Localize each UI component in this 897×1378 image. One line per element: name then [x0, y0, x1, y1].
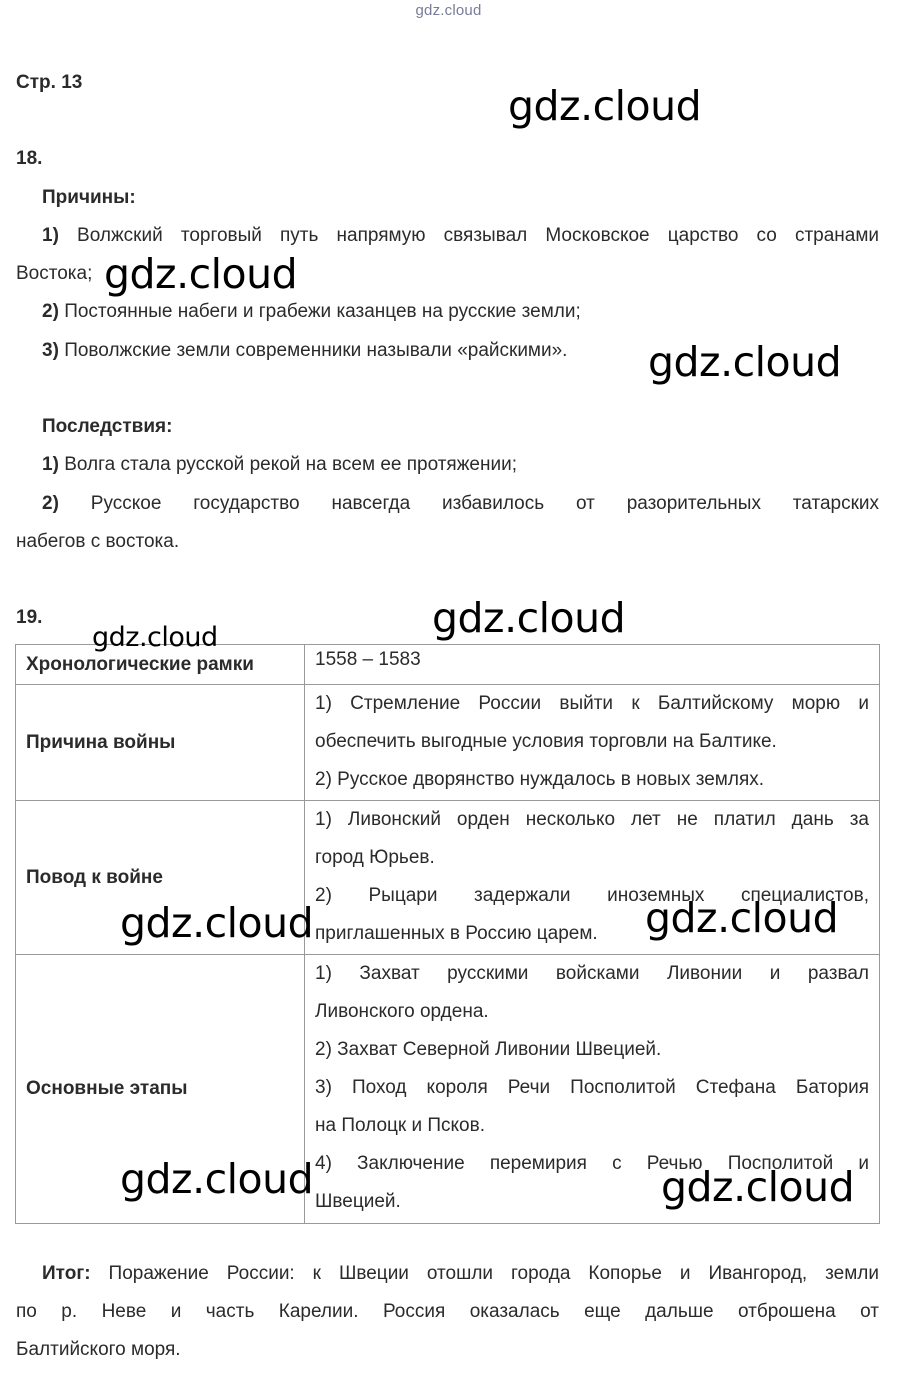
watermark: gdz.cloud — [648, 338, 842, 386]
watermark: gdz.cloud — [120, 1155, 314, 1203]
cell-line: Швецией. — [315, 1191, 401, 1212]
watermark: gdz.cloud — [120, 899, 314, 947]
q19-result — [16, 1255, 879, 1293]
item-number: 1) — [42, 225, 59, 246]
watermark: gdz.cloud — [104, 250, 298, 298]
q18-cause-1-cont: Востока; — [16, 263, 93, 284]
cell-line: 1558 – 1583 — [315, 649, 421, 670]
result-label: Итог: — [42, 1263, 91, 1284]
cell-line: 1) Стремление России выйти к Балтийскому морю и — [315, 693, 869, 714]
cell-line: 4) Заключение перемирия с Речью Посполитой и — [315, 1153, 869, 1174]
q18-cause-2 — [16, 293, 879, 331]
cell-line: 1) Захват русскими войсками Ливонии и развал — [315, 963, 869, 984]
cell-line: 2) Рыцари задержали иноземных специалистов, — [315, 885, 869, 906]
table-row — [16, 685, 880, 801]
top-watermark: gdz.cloud — [415, 2, 482, 19]
cell-line: на Полоцк и Псков. — [315, 1115, 485, 1136]
row-label: Причина войны — [26, 731, 176, 753]
q18-effect-2 — [16, 485, 879, 523]
page-label: Стр. 13 — [16, 72, 83, 93]
cell-line: город Юрьев. — [315, 847, 435, 868]
row-label: Хронологические рамки — [26, 653, 254, 675]
q19-result-line3: Балтийского моря. — [16, 1339, 181, 1360]
watermark: gdz.cloud — [661, 1163, 855, 1211]
item-number: 2) — [42, 493, 59, 514]
item-text: Поволжские земли современники называли «райскими». — [64, 340, 568, 361]
q18-effects-heading: Последствия: — [42, 416, 173, 437]
cell-line: Ливонского ордена. — [315, 1001, 489, 1022]
cell-line: 3) Поход короля Речи Посполитой Стефана Батория — [315, 1077, 869, 1098]
row-label: Основные этапы — [26, 1078, 188, 1099]
q18-number: 18. — [16, 148, 43, 169]
table-value-cell — [305, 685, 880, 801]
q19-result-line2: по р. Неве и часть Карелии. Россия оказалась еще дальше отброшена от — [16, 1301, 879, 1322]
cell-line: 2) Захват Северной Ливонии Швецией. — [315, 1039, 662, 1060]
watermark: gdz.cloud — [92, 622, 218, 653]
cell-line: 1) Ливонский орден несколько лет не платил дань за — [315, 809, 869, 830]
item-text: Волга стала русской рекой на всем ее протяжении; — [64, 454, 517, 475]
item-number: 3) — [42, 340, 59, 361]
cell-line: обеспечить выгодные условия торговли на Балтике. — [315, 731, 777, 752]
table-value-cell — [305, 645, 880, 685]
watermark: gdz.cloud — [432, 594, 626, 642]
q18-causes-heading: Причины: — [42, 187, 136, 208]
table-label-cell — [16, 685, 305, 801]
item-text: Волжский торговый путь напрямую связывал Московское царство со странами — [77, 225, 880, 246]
cell-line: приглашенных в Россию царем. — [315, 923, 598, 944]
item-text: Постоянные набеги и грабежи казанцев на русские земли; — [64, 301, 581, 322]
q18-effect-2-cont: набегов с востока. — [16, 531, 180, 552]
item-number: 1) — [42, 454, 59, 475]
result-text: Поражение России: к Швеции отошли города Копорье и Ивангород, земли — [108, 1263, 880, 1284]
cell-line: 2) Русское дворянство нуждалось в новых землях. — [315, 769, 765, 790]
row-label: Повод к войне — [26, 866, 163, 888]
watermark: gdz.cloud — [508, 82, 702, 130]
q19-number: 19. — [16, 607, 43, 628]
watermark: gdz.cloud — [645, 894, 839, 942]
item-text: Русское государство навсегда избавилось от разорительных татарских — [90, 493, 879, 514]
item-number: 2) — [42, 301, 59, 322]
q18-effect-1 — [16, 446, 879, 484]
